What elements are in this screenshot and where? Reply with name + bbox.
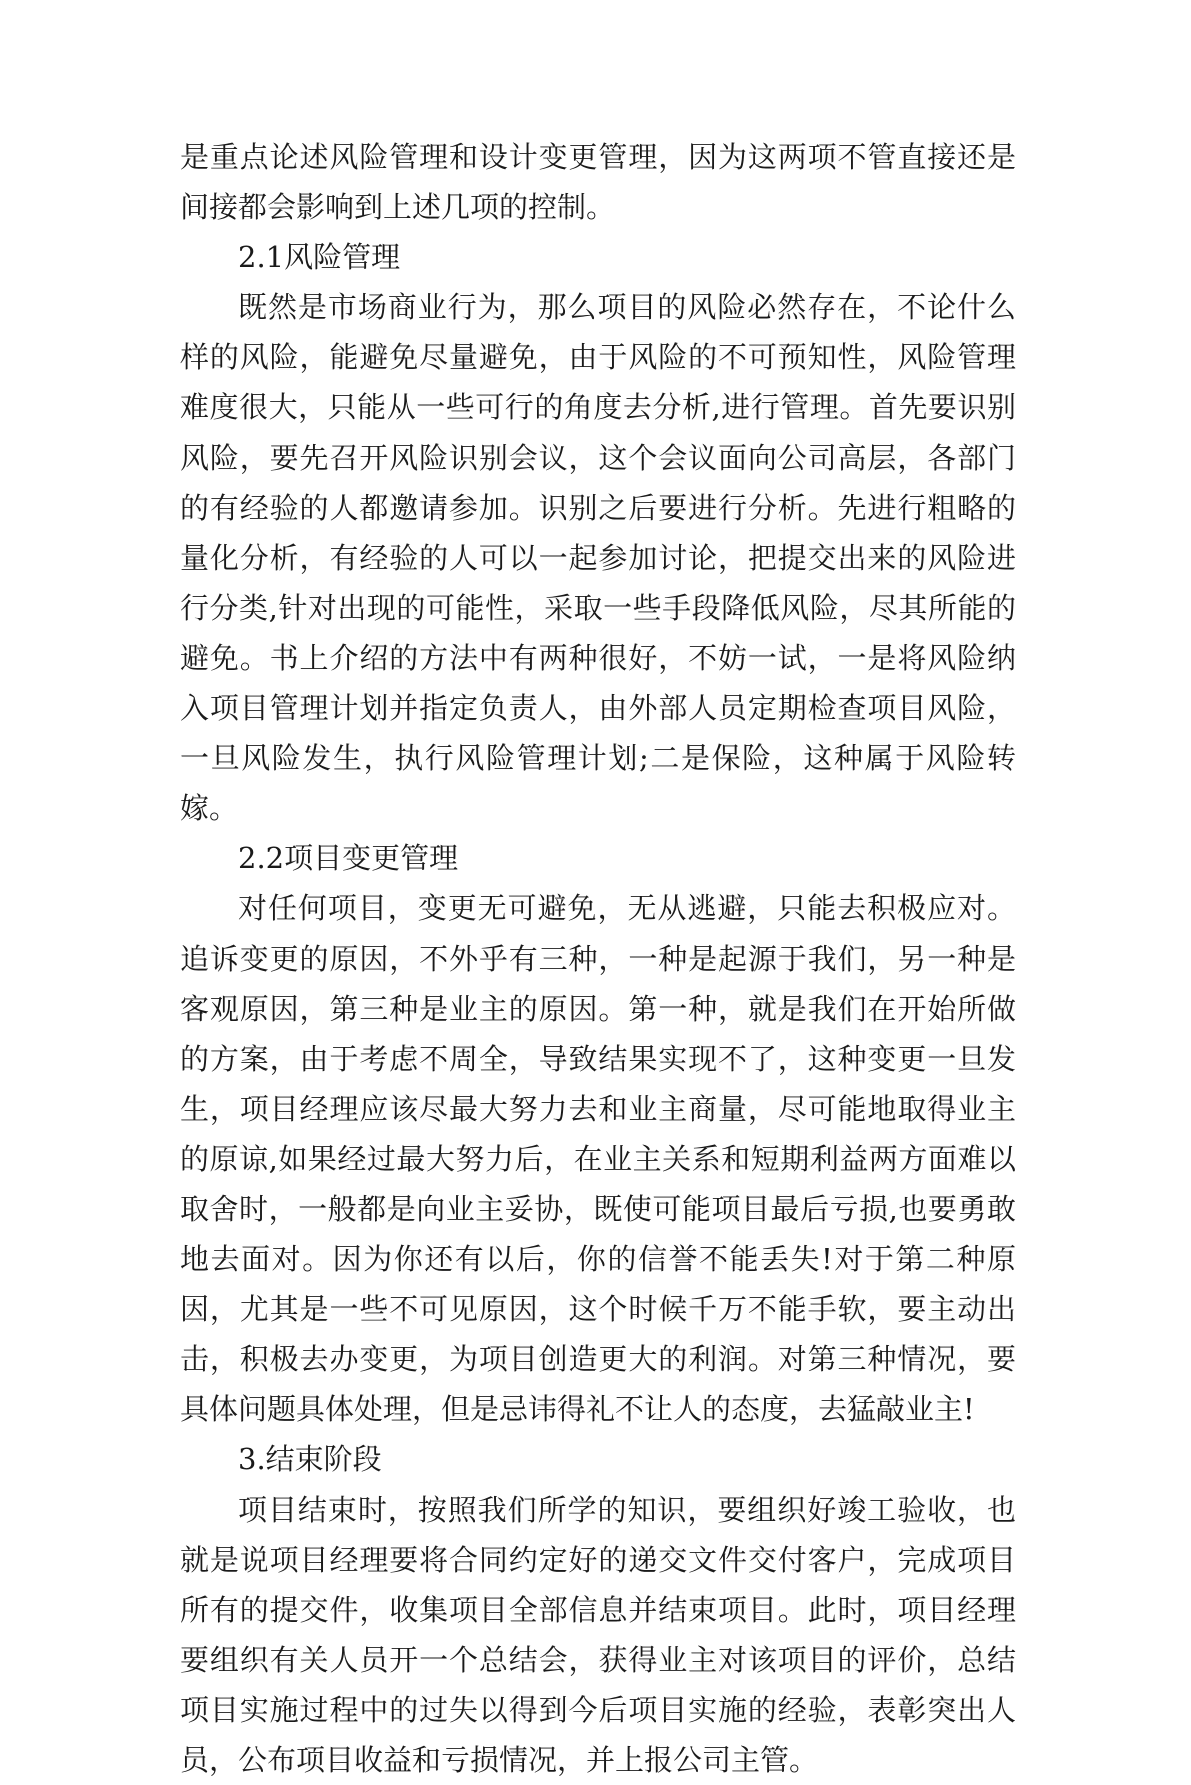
section-heading-risk-management: 2.1风险管理 [238, 240, 401, 275]
paragraph-risk-management: 既然是市场商业行为，那么项目的风险必然存在，不论什么样的风险，能避免尽量避免，由于风险的不可预知性，风险管理难度很大，只能从一些可行的角度去分析,进行管理。首先要识别风险，要先召开风险识别会议，这个会议面向公司高层，各部门的有经验的人都邀请参加。识别之后要进行分析。先进行粗略的量化分析，有经验的人可以一起参加讨论，把提交出来的风险进行分类,针对出现的可能性，采取一些手段降低风险，尽其所能的避免。书上介绍的方法中有两种很好，不妨一试，一是将风险纳入项目管理计划并指定负责人，由外部人员定期检查项目风险，一旦风险发生，执行风险管理计划;二是保险，这种属于风险转嫁。 [180, 290, 1016, 826]
section-heading-closing-phase: 3.结束阶段 [238, 1442, 382, 1477]
paragraph-continuation: 是重点论述风险管理和设计变更管理，因为这两项不管直接还是间接都会影响到上述几项的控制。 [180, 140, 1016, 225]
paragraph-change-management: 对任何项目，变更无可避免，无从逃避，只能去积极应对。追诉变更的原因，不外乎有三种，一种是起源于我们，另一种是客观原因，第三种是业主的原因。第一种，就是我们在开始所做的方案，由于考虑不周全，导致结果实现不了，这种变更一旦发生，项目经理应该尽最大努力去和业主商量，尽可能地取得业主的原谅,如果经过最大努力后，在业主关系和短期利益两方面难以取舍时，一般都是向业主妥协，既使可能项目最后亏损,也要勇敢地去面对。因为你还有以后，你的信誉不能丢失!对于第二种原因，尤其是一些不可见原因，这个时候千万不能手软，要主动出击，积极去办变更，为项目创造更大的利润。对第三种情况，要具体问题具体处理，但是忌讳得礼不让人的态度，去猛敲业主! [180, 891, 1016, 1427]
paragraph-closing-phase: 项目结束时，按照我们所学的知识，要组织好竣工验收，也就是说项目经理要将合同约定好的递交文件交付客户，完成项目所有的提交件，收集项目全部信息并结束项目。此时，项目经理要组织有关人员开一个总结会，获得业主对该项目的评价，总结项目实施过程中的过失以得到今后项目实施的经验，表彰突出人员，公布项目收益和亏损情况，并上报公司主管。 [180, 1492, 1016, 1777]
document-page [180, 132, 1016, 1785]
section-heading-change-management: 2.2项目变更管理 [238, 841, 459, 876]
